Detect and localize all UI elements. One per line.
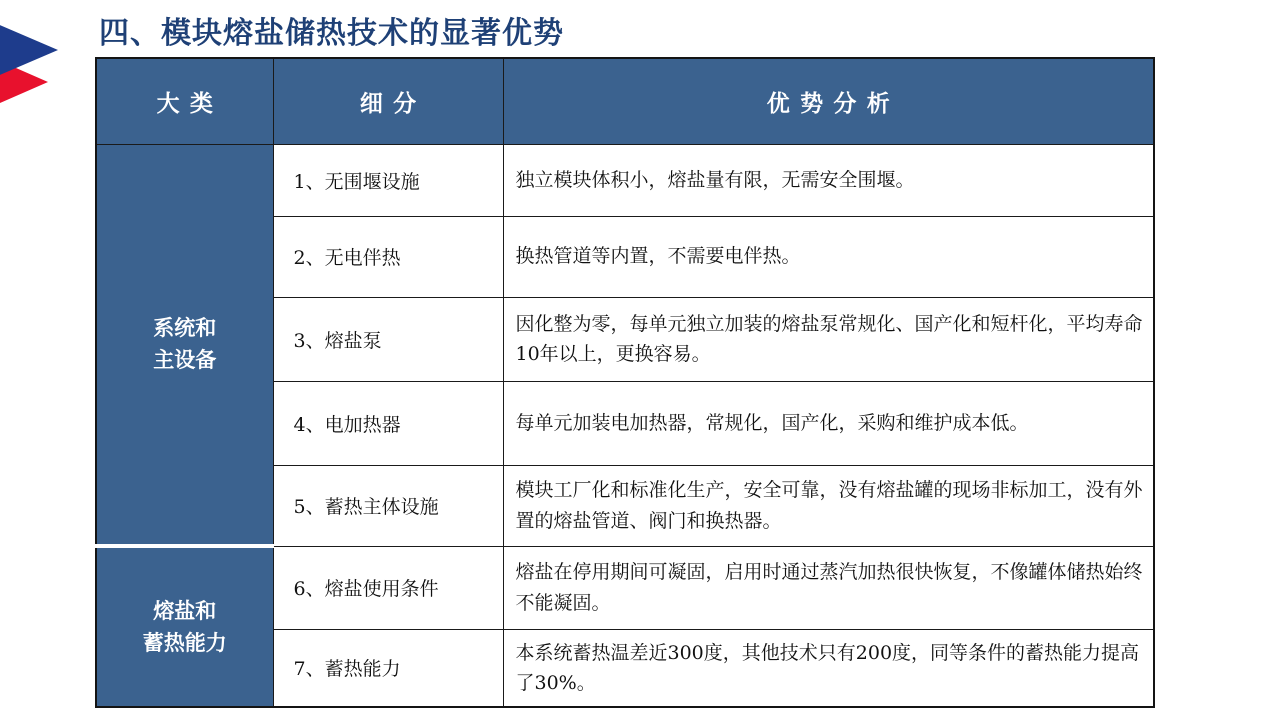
analysis-cell: 每单元加装电加热器，常规化，国产化，采购和维护成本低。 [503,381,1154,465]
subdivision-cell: 5、蓄热主体设施 [273,465,503,546]
analysis-cell: 模块工厂化和标准化生产，安全可靠，没有熔盐罐的现场非标加工，没有外置的熔盐管道、阀门和换热器。 [503,465,1154,546]
category-line: 系统和 [153,314,217,340]
subdivision-cell: 1、无围堰设施 [273,144,503,216]
analysis-cell: 熔盐在停用期间可凝固，启用时通过蒸汽加热很快恢复，不像罐体储热始终不能凝固。 [503,546,1154,629]
page-title: 四、模块熔盐储热技术的显著优势 [99,16,564,51]
category-cell-system-equipment [96,144,273,546]
subdivision-cell: 7、蓄热能力 [273,629,503,707]
category-line: 熔盐和 [153,597,217,623]
table-row [96,144,1154,216]
category-line: 蓄热能力 [142,630,227,656]
subdivision-cell: 6、熔盐使用条件 [273,546,503,629]
table-row [96,546,1154,629]
subdivision-cell: 2、无电伴热 [273,216,503,297]
chevron-decoration-icon [0,0,70,135]
col-header-subdivision: 细分 [273,58,503,144]
col-header-category: 大类 [96,58,273,144]
subdivision-cell: 4、电加热器 [273,381,503,465]
category-cell-molten-salt-capacity [96,546,273,707]
analysis-cell: 换热管道等内置，不需要电伴热。 [503,216,1154,297]
analysis-cell: 独立模块体积小，熔盐量有限，无需安全围堰。 [503,144,1154,216]
subdivision-cell: 3、熔盐泵 [273,297,503,381]
analysis-cell: 因化整为零，每单元独立加装的熔盐泵常规化、国产化和短杆化，平均寿命10年以上，更换容易。 [503,297,1154,381]
col-header-analysis: 优势分析 [503,58,1154,144]
header-row [96,58,1154,144]
advantages-table [95,57,1155,708]
category-line: 主设备 [153,347,217,373]
analysis-cell: 本系统蓄热温差近300度，其他技术只有200度，同等条件的蓄热能力提高了30%。 [503,629,1154,707]
